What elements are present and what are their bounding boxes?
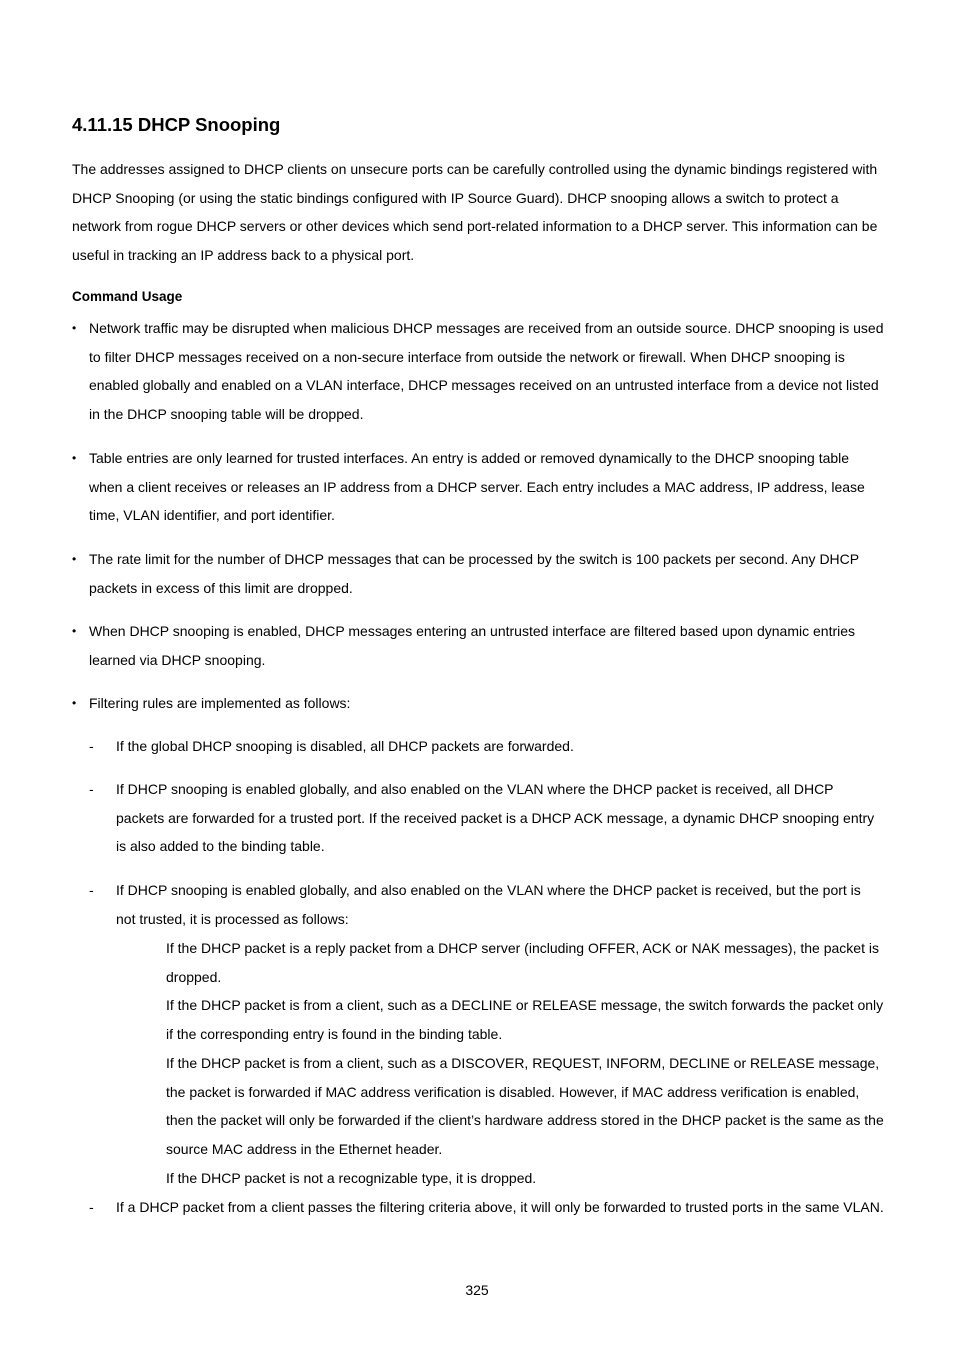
bullet-text: The rate limit for the number of DHCP messages that can be processed by the switch is 100 packets per second. Any DHCP packets in excess of this limit are dropped. (89, 551, 859, 596)
bullet-item (72, 617, 884, 674)
dash-mark: - (89, 738, 94, 754)
bullet-mark: • (72, 552, 77, 566)
intro-paragraph: The addresses assigned to DHCP clients on unsecure ports can be carefully controlled using the dynamic bindings registered with DHCP Snooping (or using the static bindings configured with IP Source Guard). DHCP snooping allows a switch to protect a network from rogue DHCP servers or other devices which send port-related information to a DHCP server. This information can be useful in tracking an IP address back to a physical port. (72, 161, 878, 264)
dash-mark: - (89, 882, 94, 898)
bullet-mark: • (72, 321, 77, 335)
rule-item (89, 775, 884, 861)
bullet-mark: • (72, 696, 77, 710)
bullet-mark: • (72, 451, 77, 465)
dash-mark: - (89, 781, 94, 797)
rule-item (89, 876, 884, 933)
rule-text: If a DHCP packet from a client passes the filtering criteria above, it will only be forwarded to trusted ports in the same VLAN. (116, 1199, 884, 1215)
bullet-item (72, 545, 884, 602)
bullet-item (72, 444, 884, 530)
rule-text: If the global DHCP snooping is disabled, all DHCP packets are forwarded. (116, 738, 574, 754)
dash-mark: - (89, 1199, 94, 1215)
bullet-mark: • (72, 624, 77, 638)
bullet-text: Table entries are only learned for trusted interfaces. An entry is added or removed dynamically to the DHCP snooping table when a client receives or releases an IP address from a DHCP server. Each entry includes a MAC address, IP address, lease time, VLAN identifier, and port identifier. (89, 450, 865, 524)
rule-text: If DHCP snooping is enabled globally, and also enabled on the VLAN where the DHCP packet is received, all DHCP packets are forwarded for a trusted port. If the received packet is a DHCP ACK message, a dynamic DHCP snooping entry is also added to the binding table. (116, 781, 875, 855)
bullet-item (72, 314, 884, 429)
section-heading: 4.11.15 DHCP Snooping (72, 114, 281, 135)
rule-item (89, 1193, 884, 1222)
subrule-text: If the DHCP packet is from a client, such as a DECLINE or RELEASE message, the switch forwards the packet only if the corresponding entry is found in the binding table. (166, 997, 884, 1042)
rule-item (89, 732, 884, 761)
subrule-text: If the DHCP packet is not a recognizable type, it is dropped. (166, 1170, 537, 1186)
rule-text: If DHCP snooping is enabled globally, and also enabled on the VLAN where the DHCP packet is received, but the port is not trusted, it is processed as follows: (116, 882, 861, 927)
command-usage-heading: Command Usage (72, 289, 183, 304)
subrule-text: If the DHCP packet is from a client, such as a DISCOVER, REQUEST, INFORM, DECLINE or RELEASE message, the packet is forwarded if MAC address verification is disabled. However, if MAC address verification is enabled, then the packet will only be forwarded if the client’s hardware address stored in the DHCP packet is the same as the source MAC address in the Ethernet header. (166, 1055, 884, 1158)
bullet-text: Filtering rules are implemented as follows: (89, 695, 351, 711)
page-number: 325 (465, 1282, 489, 1298)
bullet-item (72, 689, 884, 718)
subrule-text: If the DHCP packet is a reply packet from a DHCP server (including OFFER, ACK or NAK messages), the packet is dropped. (166, 940, 879, 985)
bullet-text: Network traffic may be disrupted when malicious DHCP messages are received from an outside source. DHCP snooping is used to filter DHCP messages received on a non-secure interface from outside the network or firewall. When DHCP snooping is enabled globally and enabled on a VLAN interface, DHCP messages received on an untrusted interface from a device not listed in the DHCP snooping table will be dropped. (89, 320, 884, 423)
bullet-text: When DHCP snooping is enabled, DHCP messages entering an untrusted interface are filtered based upon dynamic entries learned via DHCP snooping. (89, 623, 856, 668)
